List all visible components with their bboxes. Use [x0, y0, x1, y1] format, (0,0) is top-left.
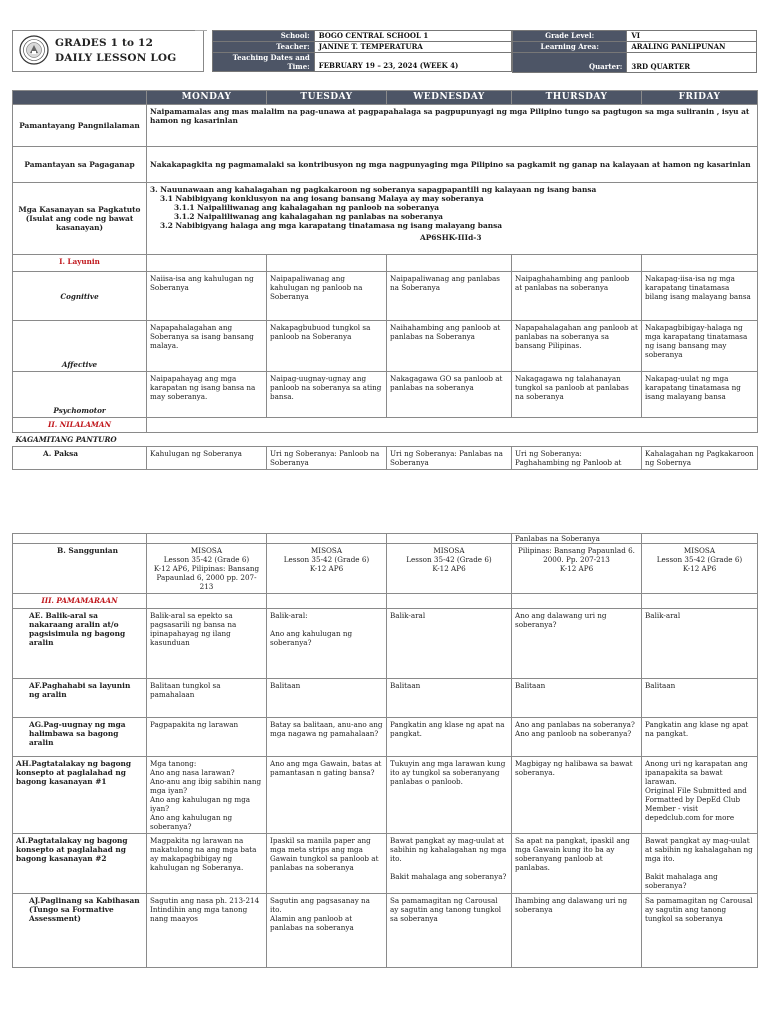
affective-fri: Nakapagbibigay-halaga ng mga karapatang tinatamasa ng isang bansang may soberanya	[642, 321, 758, 372]
pamantayang-text: Naipamamalas ang mas malalim na pag-unawa at pagpapahalaga sa pagpupunyagi ng mga Pilipino tungo sa pagtugon sa mga suliranin , isyu at hamon ng kasarinlan	[147, 105, 758, 147]
pamamaraan-empty-4	[512, 594, 642, 609]
paksa-continued-row	[13, 534, 758, 544]
day-monday: MONDAY	[147, 91, 267, 105]
kasanayan-line-5: 3.2 Nabibigyang halaga ang mga karapatang tinatamasa ng isang malayang bansa	[160, 221, 503, 230]
procedure-label-aj: AJ.Paglinang sa Kabihasan (Tungo sa Formative Assessment)	[13, 894, 147, 968]
day-header-row	[13, 91, 758, 105]
paksa-label: A. Paksa	[13, 447, 147, 470]
cognitive-row	[13, 272, 758, 321]
paksa-fri: Kahalagahan ng Pagkakaroon ng Sobernya	[642, 447, 758, 470]
cognitive-mon: Naiisa-isa ang kahulugan ng Soberanya	[147, 272, 267, 321]
procedure-ah-tue: Ano ang mga Gawain, batas at pamantasan n gating bansa?	[267, 757, 387, 834]
procedure-aj-fri: Sa pamamagitan ng Carousal ay sagutin ang tanong tungkol sa soberanya	[642, 894, 758, 968]
dates-label-line-2: Time:	[287, 62, 310, 71]
procedure-label-ag: AG.Pag-uugnay ng mga halimbawa sa bagong aralin	[13, 718, 147, 757]
psychomotor-thu: Nakagagawa ng talahanayan tungkol sa panloob at panlabas na soberanya	[512, 372, 642, 418]
procedure-af-fri: Balitaan	[642, 679, 758, 718]
pagganap-text: Nakakapagkita ng pagmamalaki sa kontribusyon ng mga nagpunyaging mga Pilipino sa pagkamit ng ganap na kalayaan at hamon ng kasarinlan	[147, 147, 758, 183]
cognitive-tue: Naipapaliwanag ang kahulugan ng panloob na Soberanya	[267, 272, 387, 321]
sanggunian-thu: Pilipinas: Bansang Papaunlad 6. 2000. Pp. 207-213 K-12 AP6	[512, 544, 642, 594]
cognitive-label: Cognitive	[13, 272, 147, 321]
paksa-cont-empty-4	[387, 534, 512, 544]
procedure-ag-thu: Ano ang panlabas na soberanya? Ano ang panloob na soberanya?	[512, 718, 642, 757]
kasanayan-line-4: 3.1.2 Naipaliliwanag ang kahalagahan ng panlabas na soberanya	[174, 212, 443, 221]
paksa-cont-empty-5	[642, 534, 758, 544]
grade-label: Grade Level:	[513, 31, 627, 42]
paksa-cont-empty-1	[13, 534, 147, 544]
procedure-af-tue: Balitaan	[267, 679, 387, 718]
layunin-empty-4	[512, 255, 642, 272]
pamamaraan-empty-1	[147, 594, 267, 609]
procedure-ag-fri: Pangkatin ang klase ng apat na pangkat.	[642, 718, 758, 757]
sanggunian-wed: MISOSA Lesson 35-42 (Grade 6) K-12 AP6	[387, 544, 512, 594]
procedure-label-ae: AE. Balik-aral sa nakaraang aralin at/o pagsisimula ng bagong aralin	[13, 609, 147, 679]
procedure-ah-mon: Mga tanong: Ano ang nasa larawan? Ano-anu ang ibig sabihin nang mga iyan? Ano ang kahulugan ng mga iyan? Ano ang kahulugan ng soberanya?	[147, 757, 267, 834]
pagganap-label: Pamantayan sa Pagaganap	[13, 147, 147, 183]
kasanayan-cell	[147, 183, 758, 255]
day-friday: FRIDAY	[642, 91, 758, 105]
teacher-value: JANINE T. TEMPERATURA	[314, 42, 511, 53]
pamamaraan-empty-3	[387, 594, 512, 609]
kagamitang-row	[13, 433, 758, 447]
school-label: School:	[213, 31, 315, 42]
procedure-ag-tue: Batay sa balitaan, anu-ano ang mga nagawa ng pamahalaan?	[267, 718, 387, 757]
procedure-ae-wed: Balik-aral	[387, 609, 512, 679]
procedure-row	[13, 757, 758, 834]
deped-seal-icon	[19, 34, 49, 66]
layunin-row	[13, 255, 758, 272]
psychomotor-fri: Nakapag-uulat ng mga karapatang tinatamasa ng isang malayang bansa	[642, 372, 758, 418]
dates-label	[213, 53, 315, 72]
dates-value: FEBRUARY 19 – 23, 2024 (WEEK 4)	[314, 53, 511, 72]
procedure-aj-mon: Sagutin ang nasa ph. 213-214 Intindihin ang mga tanong nang maayos	[147, 894, 267, 968]
layunin-empty-2	[267, 255, 387, 272]
nilalaman-row	[13, 418, 758, 433]
procedure-ae-tue: Balik-aral: Ano ang kahulugan ng soberanya?	[267, 609, 387, 679]
procedure-ai-wed: Bawat pangkat ay mag-uulat at sabihin ng kahalagahan ng mga ito. Bakit mahalaga ang soberanya?	[387, 834, 512, 894]
pamantayang-row	[13, 105, 758, 147]
procedure-aj-wed: Sa pamamagitan ng Carousal ay sagutin ang tanong tungkol sa soberanya	[387, 894, 512, 968]
pamamaraan-heading: III. PAMAMARAAN	[13, 594, 147, 609]
header-title	[55, 36, 176, 66]
grade-value: VI	[627, 31, 757, 42]
procedure-row	[13, 834, 758, 894]
day-thursday: THURSDAY	[512, 91, 642, 105]
procedure-row	[13, 718, 758, 757]
kasanayan-label: Mga Kasanayan sa Pagkatuto (Isulat ang code ng bawat kasanayan)	[13, 183, 147, 255]
nilalaman-empty	[147, 418, 758, 433]
sanggunian-row	[13, 544, 758, 594]
pagganap-row	[13, 147, 758, 183]
affective-thu: Napapahalagahan ang panloob at panlabas na soberanya sa bansang Pilipinas.	[512, 321, 642, 372]
lesson-grid-bottom	[12, 533, 758, 968]
procedure-row	[13, 894, 758, 968]
title-line-1: GRADES 1 to 12	[55, 37, 154, 49]
psychomotor-row	[13, 372, 758, 418]
procedure-ah-thu: Magbigay ng halibawa sa bawat soberanya.	[512, 757, 642, 834]
school-info-table	[212, 30, 512, 72]
procedure-ae-mon: Balik-aral sa epekto sa pagsasarili ng bansa na ipinapahayag ng ilang kasunduan	[147, 609, 267, 679]
procedure-ai-fri: Bawat pangkat ay mag-uulat at sabihin ng kahalagahan ng mga ito. Bakit mahalaga ang soberanya?	[642, 834, 758, 894]
procedure-ah-fri: Anong uri ng karapatan ang ipanapakita sa bawat larawan. Original File Submitted and Formatted by DepEd Club Member - visit depedclub.com for more	[642, 757, 758, 834]
cognitive-fri: Nakapag-iisa-isa ng mga karapatang tinatamasa bilang isang malayang bansa	[642, 272, 758, 321]
layunin-empty-1	[147, 255, 267, 272]
header-divider	[195, 30, 207, 35]
procedure-row	[13, 679, 758, 718]
kagamitang-heading: KAGAMITANG PANTURO	[13, 433, 758, 447]
paksa-thu-continued: Panlabas na Soberanya	[512, 534, 642, 544]
affective-mon: Napapahalagahan ang Soberanya sa isang bansang malaya.	[147, 321, 267, 372]
title-line-2: DAILY LESSON LOG	[55, 52, 177, 64]
paksa-mon: Kahulugan ng Soberanya	[147, 447, 267, 470]
cognitive-thu: Naipaghahambing ang panloob at panlabas na soberanya	[512, 272, 642, 321]
competency-code: AP6SHK-IIId-3	[420, 233, 482, 242]
day-header-blank	[13, 91, 147, 105]
procedure-label-af: AF.Paghahabi sa layunin ng aralin	[13, 679, 147, 718]
day-tuesday: TUESDAY	[267, 91, 387, 105]
nilalaman-heading: II. NILALAMAN	[13, 418, 147, 433]
day-wednesday: WEDNESDAY	[387, 91, 512, 105]
pamamaraan-row	[13, 594, 758, 609]
psychomotor-wed: Nakagagawa GO sa panloob at panlabas na soberanya	[387, 372, 512, 418]
procedure-ah-wed: Tukuyin ang mga larawan kung ito ay tungkol sa soberanyang panlabas o panloob.	[387, 757, 512, 834]
psychomotor-label: Psychomotor	[13, 372, 147, 418]
procedure-aj-tue: Sagutin ang pagsasanay na ito. Alamin ang panloob at panlabas na soberanya	[267, 894, 387, 968]
dates-label-line-1: Teaching Dates and	[232, 53, 310, 62]
procedure-label-ai: AI.Pagtatalakay ng bagong konsepto at paglalahad ng bagong kasanayan #2	[13, 834, 147, 894]
affective-tue: Nakapagbubuod tungkol sa panloob na Soberanya	[267, 321, 387, 372]
quarter-label: Quarter:	[513, 53, 627, 73]
area-value: ARALING PANLIPUNAN	[627, 42, 757, 53]
procedure-ag-mon: Pagpapakita ng larawan	[147, 718, 267, 757]
layunin-empty-3	[387, 255, 512, 272]
cognitive-wed: Naipapaliwanag ang panlabas na Soberanya	[387, 272, 512, 321]
procedure-aj-thu: Ihambing ang dalawang uri ng soberanya	[512, 894, 642, 968]
procedure-ag-wed: Pangkatin ang klase ng apat na pangkat.	[387, 718, 512, 757]
quarter-value: 3RD QUARTER	[627, 53, 757, 73]
pamamaraan-empty-5	[642, 594, 758, 609]
paksa-cont-empty-2	[147, 534, 267, 544]
procedure-ae-fri: Balik-aral	[642, 609, 758, 679]
procedure-label-ah: AH.Pagtatalakay ng bagong konsepto at paglalahad ng bagong kasanayan #1	[13, 757, 147, 834]
kasanayan-line-1: 3. Nauunawaan ang kahalagahan ng pagkakaroon ng soberanya sapagpapantili ng kalayaan ng isang bansa	[150, 185, 597, 194]
area-label: Learning Area:	[513, 42, 627, 53]
psychomotor-mon: Naipapahayag ang mga karapatan ng isang bansa na may soberanya.	[147, 372, 267, 418]
procedure-af-wed: Balitaan	[387, 679, 512, 718]
affective-wed: Naihahambing ang panloob at panlabas na Soberanya	[387, 321, 512, 372]
school-value: BOGO CENTRAL SCHOOL 1	[314, 31, 511, 42]
procedure-ae-thu: Ano ang dalawang uri ng soberanya?	[512, 609, 642, 679]
affective-label: Affective	[13, 321, 147, 372]
procedure-ai-thu: Sa apat na pangkat, ipaskil ang mga Gawain kung ito ba ay soberanyang panloob at panlabas.	[512, 834, 642, 894]
affective-row	[13, 321, 758, 372]
sanggunian-label: B. Sanggunian	[13, 544, 147, 594]
kasanayan-line-3: 3.1.1 Naipaliliwanag ang kahalagahan ng panloob na soberanya	[174, 203, 440, 212]
paksa-thu: Uri ng Soberanya: Paghahambing ng Panloob at	[512, 447, 642, 470]
layunin-heading: I. Layunin	[13, 255, 147, 272]
pamantayang-label: Pamantayang Pangnilalaman	[13, 105, 147, 147]
procedure-af-mon: Balitaan tungkol sa pamahalaan	[147, 679, 267, 718]
procedure-ai-tue: Ipaskil sa manila paper ang mga meta strips ang mga Gawain tungkol sa panloob at panlabas na soberanya	[267, 834, 387, 894]
procedure-row	[13, 609, 758, 679]
sanggunian-mon: MISOSA Lesson 35-42 (Grade 6) K-12 AP6, Pilipinas: Bansang Papaunlad 6, 2000 pp. 207-213	[147, 544, 267, 594]
header-title-box	[12, 30, 204, 72]
teacher-label: Teacher:	[213, 42, 315, 53]
sanggunian-tue: MISOSA Lesson 35-42 (Grade 6) K-12 AP6	[267, 544, 387, 594]
kasanayan-row	[13, 183, 758, 255]
lesson-grid-top	[12, 90, 758, 470]
kasanayan-line-2: 3.1 Nabibigyang konklusyon na ang iosang bansang Malaya ay may soberanya	[160, 194, 484, 203]
layunin-empty-5	[642, 255, 758, 272]
grade-info-table	[512, 30, 757, 73]
sanggunian-fri: MISOSA Lesson 35-42 (Grade 6) K-12 AP6	[642, 544, 758, 594]
paksa-tue: Uri ng Soberanya: Panloob na Soberanya	[267, 447, 387, 470]
paksa-wed: Uri ng Soberanya: Panlabas na Soberanya	[387, 447, 512, 470]
pamamaraan-empty-2	[267, 594, 387, 609]
paksa-cont-empty-3	[267, 534, 387, 544]
procedure-af-thu: Balitaan	[512, 679, 642, 718]
procedure-ai-mon: Magpakita ng larawan na makatulong na ang mga bata ay makapagbibigay ng kahulugan ng Soberanya.	[147, 834, 267, 894]
paksa-row	[13, 447, 758, 470]
psychomotor-tue: Naipag-uugnay-ugnay ang panloob na soberanya sa ating bansa.	[267, 372, 387, 418]
